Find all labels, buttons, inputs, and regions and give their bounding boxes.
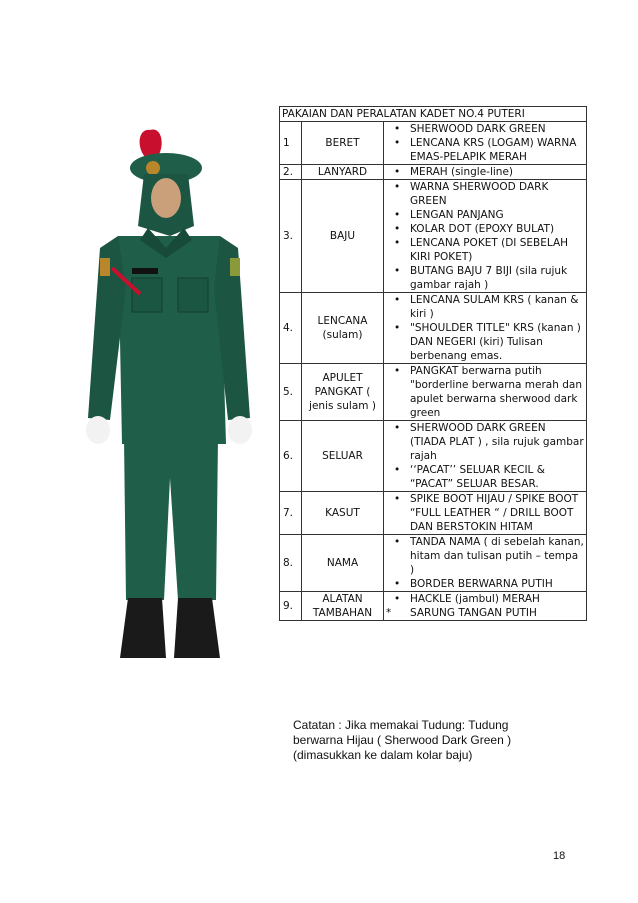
description-item: • TANDA NAMA ( di sebelah kanan, hitam dan tulisan putih – tempa ) [384,535,584,577]
row-number: 8. [280,535,302,592]
note-line: (dimasukkan ke dalam kolar baju) [293,748,473,762]
description-list [384,592,584,620]
description-item: • LENCANA SULAM KRS ( kanan & kiri ) [384,293,584,321]
table-row [280,535,587,592]
row-description [384,535,587,592]
right-pocket [178,278,208,312]
description-list [384,364,584,420]
row-number: 1 [280,122,302,165]
row-number: 7. [280,492,302,535]
beret-badge [146,161,160,175]
description-item: * SARUNG TANGAN PUTIH [384,606,584,620]
description-list [384,492,584,534]
description-item: • LENCANA KRS (LOGAM) WARNA EMAS-PELAPIK MERAH [384,136,584,164]
description-item: • BORDER BERWARNA PUTIH [384,577,584,591]
table-row [280,180,587,293]
row-item: APULET PANGKAT ( jenis sulam ) [302,364,384,421]
description-list [384,535,584,591]
page-number: 18 [553,850,566,862]
description-item: • BUTANG BAJU 7 BIJI (sila rujuk gambar rajah ) [384,264,584,292]
row-item: BERET [302,122,384,165]
row-description [384,421,587,492]
description-item: • PANGKAT berwarna putih "borderline berwarna merah dan apulet berwarna sherwood dark green [384,364,584,420]
note-text [293,718,593,763]
table-row [280,492,587,535]
table-title: PAKAIAN DAN PERALATAN KADET NO.4 PUTERI [280,107,587,122]
description-item: • KOLAR DOT (EPOXY BULAT) [384,222,584,236]
row-description [384,165,587,180]
note-line: Catatan : Jika memakai Tudung: Tudung [293,718,509,732]
note-line: berwarna Hijau ( Sherwood Dark Green ) [293,733,512,747]
row-description [384,293,587,364]
row-item: ALATAN TAMBAHAN [302,592,384,621]
baju-shirt [118,236,226,444]
name-tag [132,268,158,274]
description-item: • HACKLE (jambul) MERAH [384,592,584,606]
description-list [384,122,584,164]
cadet-uniform-photo [70,118,270,673]
description-list [384,421,584,491]
description-item: • SHERWOOD DARK GREEN [384,122,584,136]
table-title-row [280,107,587,122]
row-item: KASUT [302,492,384,535]
row-description [384,592,587,621]
row-number: 3. [280,180,302,293]
description-item: • LENCANA POKET (DI SEBELAH KIRI POKET) [384,236,584,264]
right-boot [174,598,220,658]
description-list [384,165,584,179]
uniform-equipment-table [279,106,587,621]
row-number: 5. [280,364,302,421]
face [151,178,181,218]
row-number: 4. [280,293,302,364]
row-number: 6. [280,421,302,492]
description-item: • LENGAN PANJANG [384,208,584,222]
shoulder-badge-right [230,258,240,276]
description-item: • SHERWOOD DARK GREEN (TIADA PLAT ) , sila rujuk gambar rajah [384,421,584,463]
row-item: LENCANA (sulam) [302,293,384,364]
description-item: • MERAH (single-line) [384,165,584,179]
left-pocket [132,278,162,312]
left-glove [86,416,110,444]
shoulder-badge-left [100,258,110,276]
table-row [280,122,587,165]
description-item: • "SHOULDER TITLE" KRS (kanan ) DAN NEGERI (kiri) Tulisan berbenang emas. [384,321,584,363]
description-item: • ‘‘PACAT’’ SELUAR KECIL & “PACAT” SELUAR BESAR. [384,463,584,491]
description-list [384,180,584,292]
table-row [280,421,587,492]
row-item: LANYARD [302,165,384,180]
row-description [384,180,587,293]
row-description [384,122,587,165]
table-row [280,293,587,364]
row-item: NAMA [302,535,384,592]
right-glove [228,416,252,444]
description-list [384,293,584,363]
description-item: • SPIKE BOOT HIJAU / SPIKE BOOT “FULL LEATHER “ / DRILL BOOT DAN BERSTOKIN HITAM [384,492,584,534]
row-item: SELUAR [302,421,384,492]
table-row [280,592,587,621]
table-row [280,165,587,180]
description-item: • WARNA SHERWOOD DARK GREEN [384,180,584,208]
row-description [384,364,587,421]
table-body [280,122,587,621]
left-boot [120,598,166,658]
row-description [384,492,587,535]
seluar-trousers [124,438,218,600]
table-row [280,364,587,421]
row-number: 9. [280,592,302,621]
row-item: BAJU [302,180,384,293]
row-number: 2. [280,165,302,180]
